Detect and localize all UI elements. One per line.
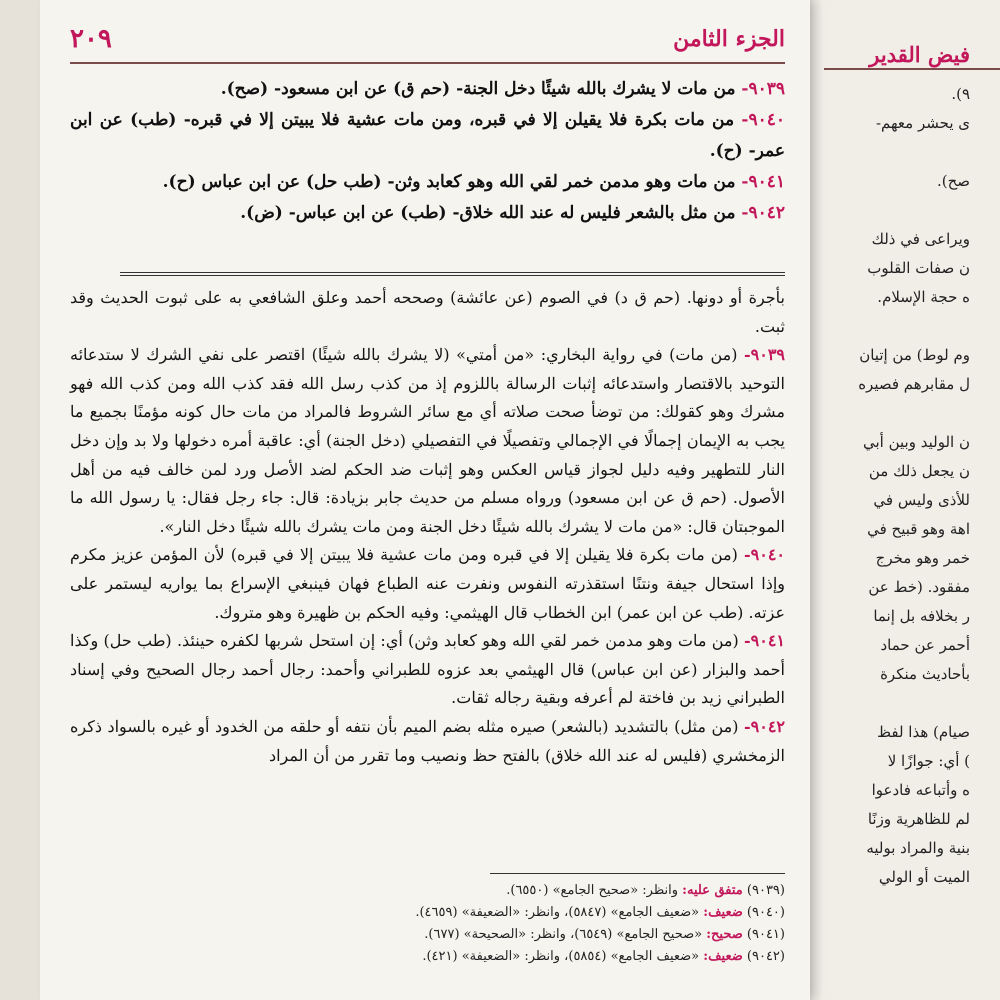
hadith-text: من مات وهو مدمن خمر لقي الله وهو كعابد وثن- (طب حل) عن ابن عباس (ح). [162, 172, 742, 192]
commentary-text: (من مثل) بالتشديد (بالشعر) صيره مثله بضم الميم بأن نتفه أو حلقه من الخدود أو غيره بالسواد ذكره الزمخشري (فليس له عند الله خلاق) بالفتح حظ ونصيب وما تقرر من أن المراد [70, 716, 785, 765]
hadith-text: من مات بكرة فلا يقيلن إلا في قبره، ومن مات عشية فلا يبيتن إلا في قبره- (طب) عن ابن عمر- (ح). [70, 110, 785, 161]
facing-page-line: وم لوط) من إتيان [859, 346, 970, 364]
facing-page-line: للأذى وليس في [873, 491, 970, 509]
hadith-number: ٩٠٣٩- [741, 79, 785, 99]
commentary-paragraph [70, 341, 785, 541]
facing-page-line: ن صفات القلوب [867, 259, 970, 277]
facing-page-title: فيض القدير [869, 42, 970, 67]
footnote-ref: (٩٠٣٩) [746, 883, 785, 898]
hadith-number: ٩٠٤٠- [741, 110, 785, 130]
part-title: الجزء الثامن [673, 26, 785, 52]
commentary-paragraph [70, 713, 785, 770]
facing-page-line: خمر وهو مخرج [875, 549, 970, 567]
footnote-text: وانظر: «صحيح الجامع» (٦٥٥٠). [506, 883, 683, 898]
facing-page-line: ) أي: جوازًا لا [887, 752, 970, 770]
facing-page-line: ويراعى في ذلك [871, 230, 970, 248]
commentary-number: ٩٠٤٠- [743, 545, 785, 565]
page-header [70, 22, 785, 60]
footnote [70, 902, 785, 924]
facing-page-line [820, 399, 970, 428]
hadith-item [70, 105, 785, 167]
facing-page-line: ى يحشر معهم- [875, 114, 970, 132]
facing-page-line: الميت أو الولي [878, 868, 970, 886]
facing-page-line: ه وأتباعه فادعوا [871, 781, 970, 799]
commentary-text: (من مات) في رواية البخاري: «من أمتي» (لا يشرك بالله شيئًا) اقتصر على نفي الشرك لا ستدعائه التوحيد بالاقتصار واستدعائه إثبات الرسالة باللزوم إذ من كذب رسل الله فقد كذب الله ومن كذب الله فهو مشرك وهو كقولك: من توضأ صحت صلاته أي مع سائر الشروط فالمراد من مات حال كونه مؤمنًا بجميع ما يجب به الإيمان إجمالًا في الإجمالي وتفصيلًا في التفصيلي (دخل الجنة) أي: عاقبة أمره دخولها ولا بد وإن دخل النار للتطهير وفيه دليل لجواز قياس العكس وهو إثبات ضد الحكم لضد الأصل ورد لمن خالف فيه من أهل الأصول. (حم ق عن ابن مسعود) ورواه مسلم من حديث جابر بزيادة: قال: جاء رجل فقال: يا رسول الله ما الموجبتان قال: «من مات لا يشرك بالله شيئًا دخل الجنة ومن مات يشرك بالله شيئًا دخل النار». [70, 345, 785, 536]
commentary-text: (من مات وهو مدمن خمر لقي الله وهو كعابد وثن) أي: إن استحل شربها لكفره حينئذ. (طب حل) وكذا أحمد والبزار (عن ابن عباس) قال الهيثمي بعد عزوه للطبراني وأحمد: رجال أحمد رجال الصحيح وفي إسناد الطبراني زيد بن فاختة لم أعرفه وبقية رجاله ثقات. [70, 631, 785, 708]
facing-page-header-rule [820, 68, 1000, 70]
section-divider-double [120, 275, 785, 276]
facing-page-line: صح). [936, 172, 970, 190]
facing-page-line: مفقود. (خط عن [868, 578, 970, 596]
footnote-text: «ضعيف الجامع» (٥٨٥٤)، وانظر: «الضعيفة» (٤٢١). [422, 949, 704, 964]
facing-page-line [820, 689, 970, 718]
footnote-grade: ضعيف: [703, 949, 743, 964]
header-rule [70, 62, 785, 64]
hadith-item [70, 74, 785, 105]
facing-page-line [820, 312, 970, 341]
facing-page-line: ل مقابرهم فصيره [858, 375, 970, 393]
footnote-ref: (٩٠٤٢) [746, 949, 785, 964]
section-divider [120, 272, 785, 273]
facing-page-line: أحمر عن حماد [880, 636, 970, 654]
commentary-number: ٩٠٤١- [743, 631, 785, 651]
facing-page-line: اهة وهو قبيح في [867, 520, 970, 538]
commentary-number: ٩٠٣٩- [743, 345, 785, 365]
commentary-intro: بأجرة أو دونها. (حم ق د) في الصوم (عن عائشة) وصححه أحمد وعلق الشافعي به على ثبوت الحديث وقد ثبت. [70, 288, 786, 336]
facing-page-line: ن يجعل ذلك من [868, 462, 970, 480]
footnote [70, 880, 785, 902]
hadith-text: من مثل بالشعر فليس له عند الله خلاق- (طب) عن ابن عباس- (ض). [240, 203, 742, 223]
hadith-text: من مات لا يشرك بالله شيئًا دخل الجنة- (حم ق) عن ابن مسعود- (صح). [220, 79, 742, 99]
footnote-grade: صحيح: [706, 927, 743, 942]
footnote-ref: (٩٠٤١) [746, 927, 785, 942]
facing-page-line: ٩). [951, 85, 970, 103]
facing-page-line: لم للظاهرية وزنًا [867, 810, 970, 828]
commentary-paragraph [70, 541, 785, 627]
footnote-text: «ضعيف الجامع» (٥٨٤٧)، وانظر: «الضعيفة» (٤٦٥٩). [415, 905, 704, 920]
commentary-text: (من مات بكرة فلا يقيلن إلا في قبره ومن مات عشية فلا يبيتن إلا في قبره) لأن المؤمن عزيز مكرم وإذا استحال جيفة ونتنًا استقذرته النفوس ونفرت عنه الطباع فهان فينبغي الإسراع بما يواريه ليستمر على عزته. (طب عن ابن عمر) ابن الخطاب قال الهيثمي: وفيه الحكم بن ظهيرة وهو متروك. [70, 545, 785, 622]
commentary [70, 284, 785, 770]
footnote [70, 924, 785, 946]
hadith-list [70, 74, 785, 229]
footnote-grade: متفق عليه: [682, 883, 743, 898]
facing-page-line: بأحاديث منكرة [880, 665, 970, 683]
hadith-item [70, 167, 785, 198]
page-number: ٢٠٩ [70, 24, 112, 54]
facing-page-line: بنية والمراد بوليه [866, 839, 970, 857]
footnote-text: «صحيح الجامع» (٦٥٤٩)، وانظر: «الصحيحة» (٦٧٧). [424, 927, 707, 942]
facing-page-text [820, 80, 970, 892]
facing-page-line: ر بخلافه بل إنما [873, 607, 970, 625]
facing-page-line: ه حجة الإسلام. [877, 288, 970, 306]
commentary-paragraph [70, 627, 785, 713]
footnote-ref: (٩٠٤٠) [746, 905, 785, 920]
footnote-grade: ضعيف: [703, 905, 743, 920]
footnote [70, 946, 785, 968]
facing-page [820, 0, 1000, 1000]
facing-page-line: ن الوليد وبين أبي [863, 433, 970, 451]
footnotes [70, 880, 785, 968]
hadith-item [70, 198, 785, 229]
hadith-number: ٩٠٤١- [741, 172, 785, 192]
facing-page-line [820, 196, 970, 225]
hadith-number: ٩٠٤٢- [741, 203, 785, 223]
footnote-rule [490, 873, 785, 874]
facing-page-line: صيام) هذا لفظ [877, 723, 970, 741]
facing-page-line [820, 138, 970, 167]
commentary-number: ٩٠٤٢- [743, 716, 785, 736]
